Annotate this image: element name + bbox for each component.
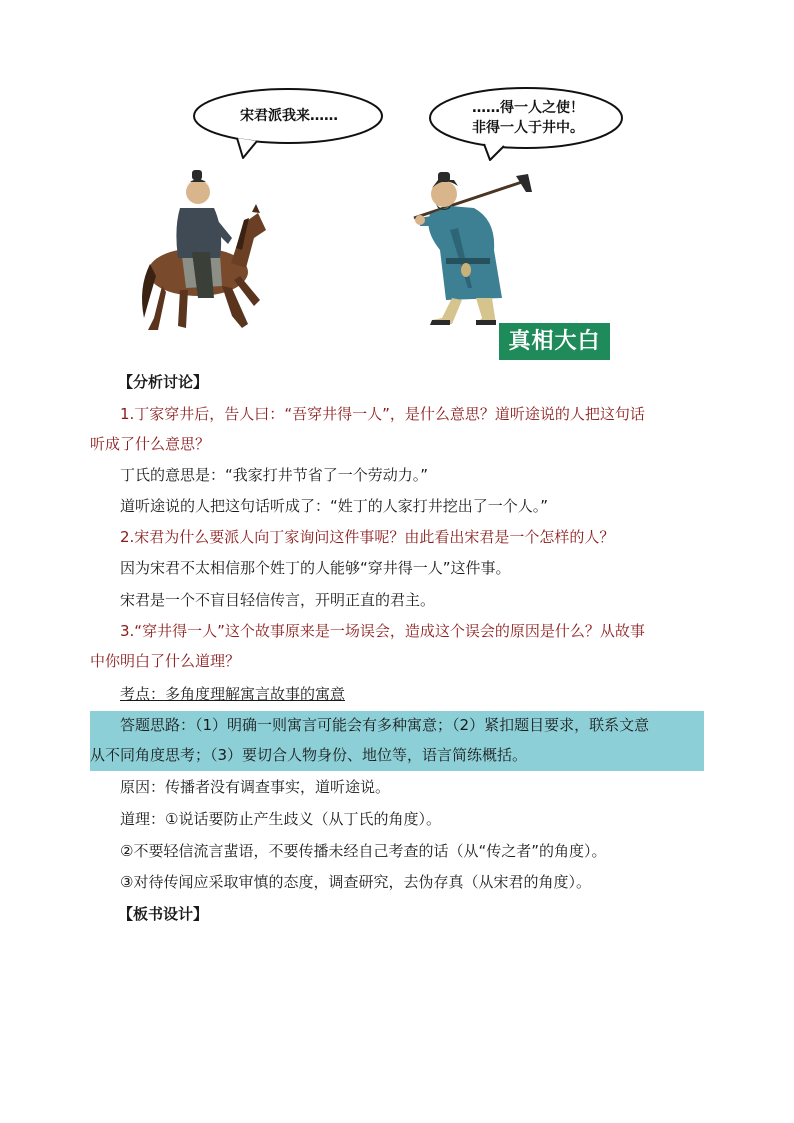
answer-1-line-2: 道听途说的人把这句话听成了：“姓丁的人家打井挖出了一个人。” (120, 497, 549, 515)
answer-2-line-2: 宋君是一个不盲目轻信传言，开明正直的君主。 (120, 591, 436, 609)
answer-2-line-1: 因为宋君不太相信那个姓丁的人能够“穿井得一人”这件事。 (120, 559, 511, 577)
speech-bubble-right (428, 86, 628, 162)
tips-line-2: 从不同角度思考；（3）要切合人物身份、地位等，语言简练概括。 (90, 746, 528, 764)
lesson-line-3: ③对待传闻应采取审慎的态度，调查研究，去伪存真（从宋君的角度）。 (120, 873, 591, 891)
analysis-heading: 【分析讨论】 (118, 373, 209, 391)
question-1-line-2: 听成了什么意思？ (90, 435, 211, 453)
lesson-line-2: ②不要轻信流言蜚语，不要传播未经自己考查的话（从“传之者”的角度）。 (120, 842, 607, 860)
speech-left-text: 宋君派我来…… (240, 108, 338, 124)
question-2: 2.宋君为什么要派人向丁家询问这件事呢？由此看出宋君是一个怎样的人？ (120, 528, 615, 546)
answer-1-line-1: 丁氏的意思是：“我家打井节省了一个劳动力。” (120, 466, 429, 484)
question-3-line-2: 中你明白了什么道理？ (90, 652, 241, 670)
stamp-zhenxiang-dabai: 真相大白 (499, 323, 610, 360)
speech-right-line1: ……得一人之使！ (472, 100, 584, 116)
tips-line-1: 答题思路：（1）明确一则寓言可能会有多种寓意；（2）紧扣题目要求，联系文意 (120, 716, 650, 734)
kaodian-line: 考点：多角度理解寓言故事的寓意 (120, 685, 346, 703)
question-1-line-1: 1.丁家穿井后，告人曰：“吾穿井得一人”，是什么意思？道听途说的人把这句话 (120, 405, 645, 423)
speech-bubble-left (191, 86, 387, 162)
speech-right-line2: 非得一人于井中。 (472, 120, 584, 136)
rider-on-horse-illustration (136, 168, 272, 338)
question-3-line-1: 3.“穿井得一人”这个故事原来是一场误会，造成这个误会的原因是什么？从故事 (120, 622, 645, 640)
farmer-with-hoe-illustration (410, 170, 540, 325)
lesson-line-1: 道理：①说话要防止产生歧义（从丁氏的角度）。 (120, 810, 441, 828)
reason-line: 原因：传播者没有调查事实，道听途说。 (120, 778, 391, 796)
board-design-heading: 【板书设计】 (118, 905, 209, 923)
